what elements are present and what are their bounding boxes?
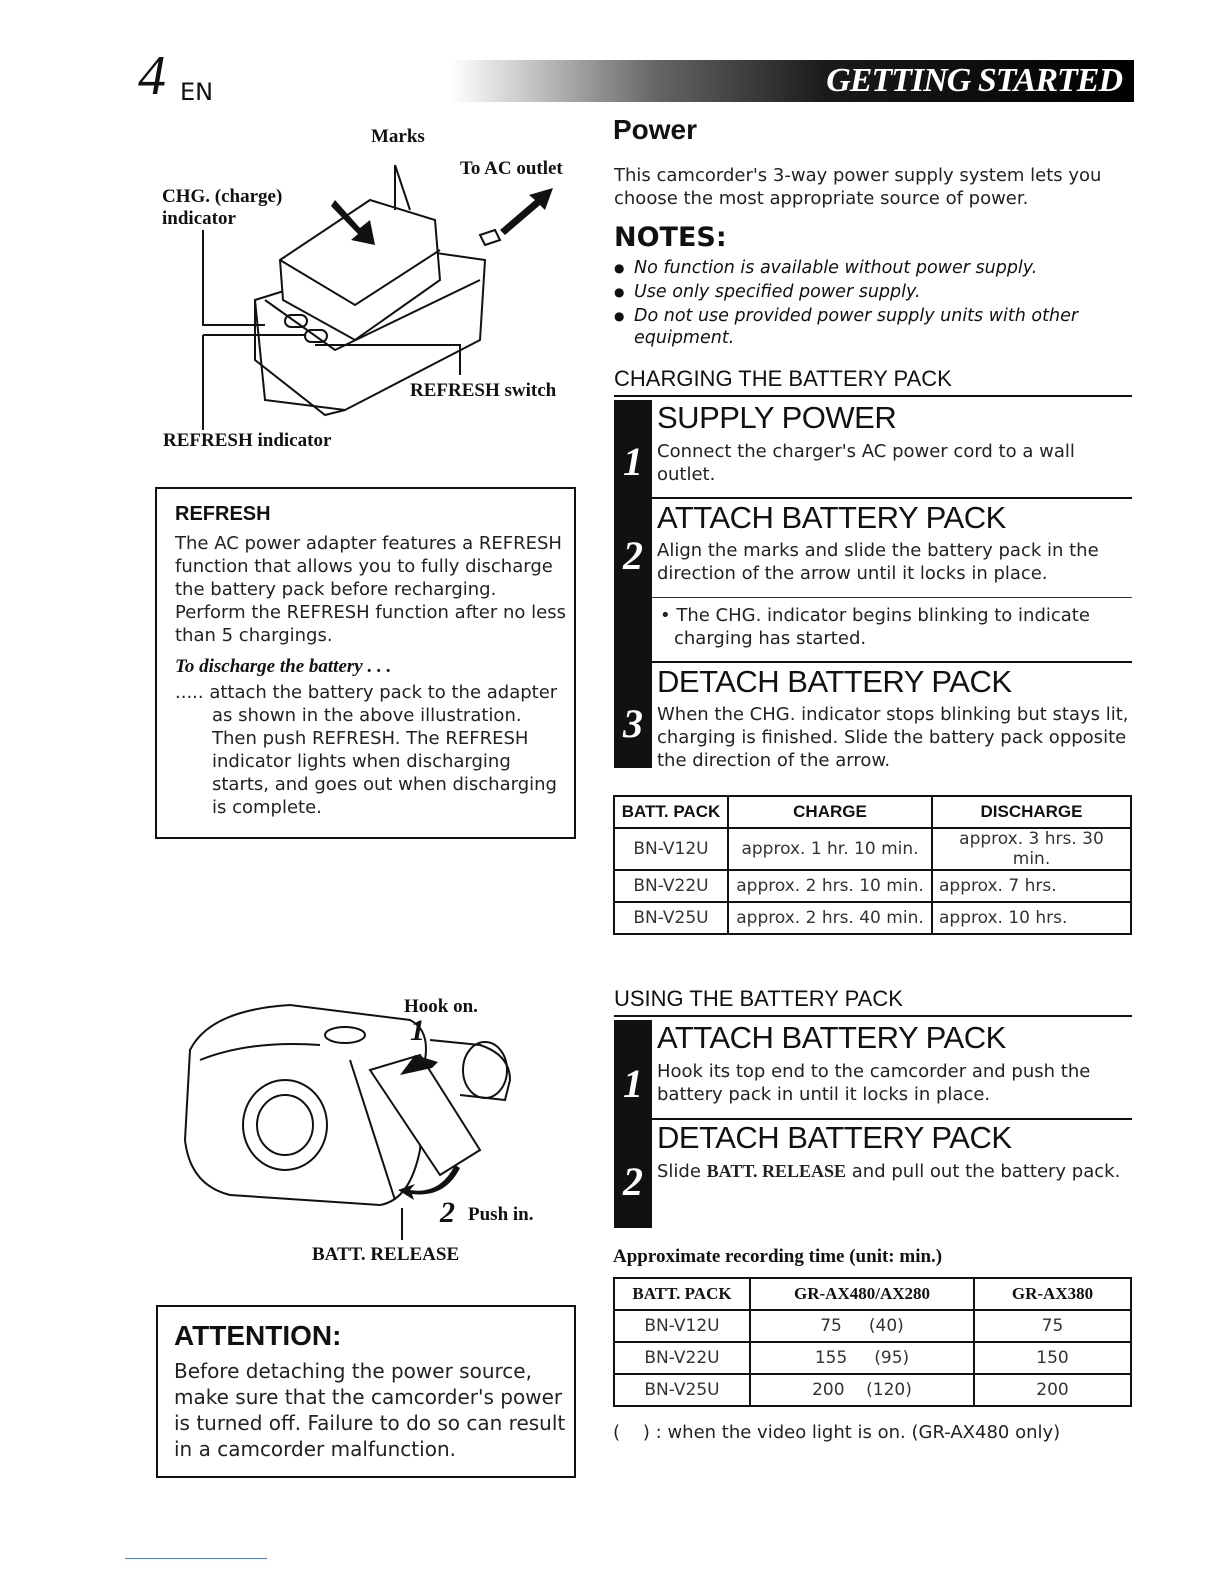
- using-heading: USING THE BATTERY PACK: [614, 986, 903, 1011]
- power-intro: This camcorder's 3-way power supply system lets you choose the most appropriate source of power.: [614, 165, 1102, 209]
- step-note-divider: [652, 597, 1132, 598]
- label-marks: Marks: [371, 126, 425, 147]
- push-arrow-icon: [398, 1165, 460, 1200]
- using-step-1-number: 1: [623, 1061, 643, 1106]
- table-row: BN-V22U approx. 2 hrs. 10 min. approx. 7 hrs.: [614, 870, 1131, 902]
- charging-heading-rule: [614, 395, 1132, 397]
- charging-heading: CHARGING THE BATTERY PACK: [614, 366, 952, 391]
- label-to-ac-outlet: To AC outlet: [460, 158, 563, 179]
- charging-step-3-title: DETACH BATTERY PACK: [657, 664, 1012, 699]
- page-number: 4: [138, 45, 166, 107]
- table-header-row: BATT. PACK GR-AX480/AX280 GR-AX380: [614, 1278, 1131, 1310]
- label-hook-on: Hook on.: [404, 996, 478, 1017]
- charging-step-1-number: 1: [623, 439, 643, 484]
- charging-step-1-title: SUPPLY POWER: [657, 400, 897, 435]
- table-header-row: BATT. PACK CHARGE DISCHARGE: [614, 796, 1131, 828]
- label-refresh-indicator: REFRESH indicator: [163, 430, 332, 451]
- refresh-box-detail: ..... attach the battery pack to the adapter as shown in the above illustration. Then push REFRESH. The REFRESH indicator lights when discharging starts, and goes out when discharging is complete.: [175, 682, 558, 818]
- attention-title: ATTENTION:: [174, 1320, 342, 1351]
- step-divider: [652, 497, 1132, 499]
- attention-text: Before detaching the power source, make sure that the camcorder's power is turned off. Failure to do so can result in a camcorder malfunction.: [174, 1359, 566, 1461]
- step-divider: [652, 661, 1132, 663]
- recording-time-table: [613, 1277, 1132, 1407]
- table-row: BN-V12U 75 (40) 75: [614, 1310, 1131, 1342]
- using-step-1-text: Hook its top end to the camcorder and push the battery pack in until it locks in place.: [657, 1061, 1091, 1105]
- refresh-box-text: The AC power adapter features a REFRESH function that allows you to fully discharge the battery pack before recharging. Perform the REFRESH function after no less than 5 chargings.: [175, 533, 566, 646]
- using-step-1-title: ATTACH BATTERY PACK: [657, 1020, 1006, 1055]
- label-step-1: 1: [410, 1014, 425, 1047]
- charger-illustration: [155, 140, 585, 430]
- charging-step-2-note: • The CHG. indicator begins blinking to indicate charging has started.: [660, 605, 1090, 649]
- bottom-rule: [125, 1558, 267, 1559]
- arrow-up-right-icon: [500, 188, 553, 235]
- table-row: BN-V25U approx. 2 hrs. 40 min. approx. 10 hrs.: [614, 902, 1131, 934]
- using-step-2-number: 2: [623, 1159, 643, 1204]
- charging-table: [613, 795, 1132, 935]
- notes-title: NOTES:: [614, 222, 727, 253]
- list-item: ● Use only specified power supply.: [614, 280, 1114, 304]
- charging-step-3-number: 3: [623, 701, 643, 746]
- table-row: BN-V22U 155 (95) 150: [614, 1342, 1131, 1374]
- section-banner: [450, 60, 1134, 102]
- label-refresh-switch: REFRESH switch: [410, 380, 557, 401]
- using-heading-rule: [614, 1015, 1132, 1017]
- charging-step-2-number: 2: [623, 533, 643, 578]
- label-step-2: 2: [440, 1196, 455, 1229]
- charging-step-3-text: When the CHG. indicator stops blinking but stays lit, charging is finished. Slide the battery pack opposite the direction of the arrow.: [657, 704, 1129, 771]
- refresh-box-subhead: To discharge the battery . . .: [175, 656, 392, 677]
- using-step-2-text: Slide BATT. RELEASE and pull out the battery pack.: [657, 1161, 1121, 1182]
- charging-step-1-text: Connect the charger's AC power cord to a wall outlet.: [657, 441, 1075, 485]
- list-item: ● Do not use provided power supply units with other: [614, 304, 1114, 328]
- label-chg-indicator-1: CHG. (charge): [162, 186, 283, 207]
- power-title: Power: [613, 114, 698, 145]
- charging-step-2-title: ATTACH BATTERY PACK: [657, 500, 1006, 535]
- notes-continuation: equipment.: [634, 328, 735, 348]
- table-row: BN-V25U 200 (120) 200: [614, 1374, 1131, 1406]
- page-language: EN: [180, 78, 214, 106]
- recording-time-title: Approximate recording time (unit: min.): [613, 1246, 943, 1267]
- list-item: ● No function is available without power supply.: [614, 256, 1114, 280]
- using-step-2-title: DETACH BATTERY PACK: [657, 1120, 1012, 1155]
- label-chg-indicator-2: indicator: [162, 208, 236, 229]
- notes-list: [614, 256, 1114, 328]
- camcorder-illustration: [170, 1000, 530, 1240]
- charging-step-2-text: Align the marks and slide the battery pack in the direction of the arrow until it locks in place.: [657, 540, 1099, 584]
- table-row: BN-V12U approx. 1 hr. 10 min. approx. 3 hrs. 30 min.: [614, 828, 1131, 870]
- label-batt-release: BATT. RELEASE: [312, 1244, 460, 1265]
- recording-time-footnote: ( ) : when the video light is on. (GR-AX480 only): [613, 1422, 1061, 1443]
- label-push-in: Push in.: [468, 1204, 534, 1225]
- banner-title: GETTING STARTED: [826, 62, 1122, 99]
- refresh-box-title: REFRESH: [175, 503, 271, 525]
